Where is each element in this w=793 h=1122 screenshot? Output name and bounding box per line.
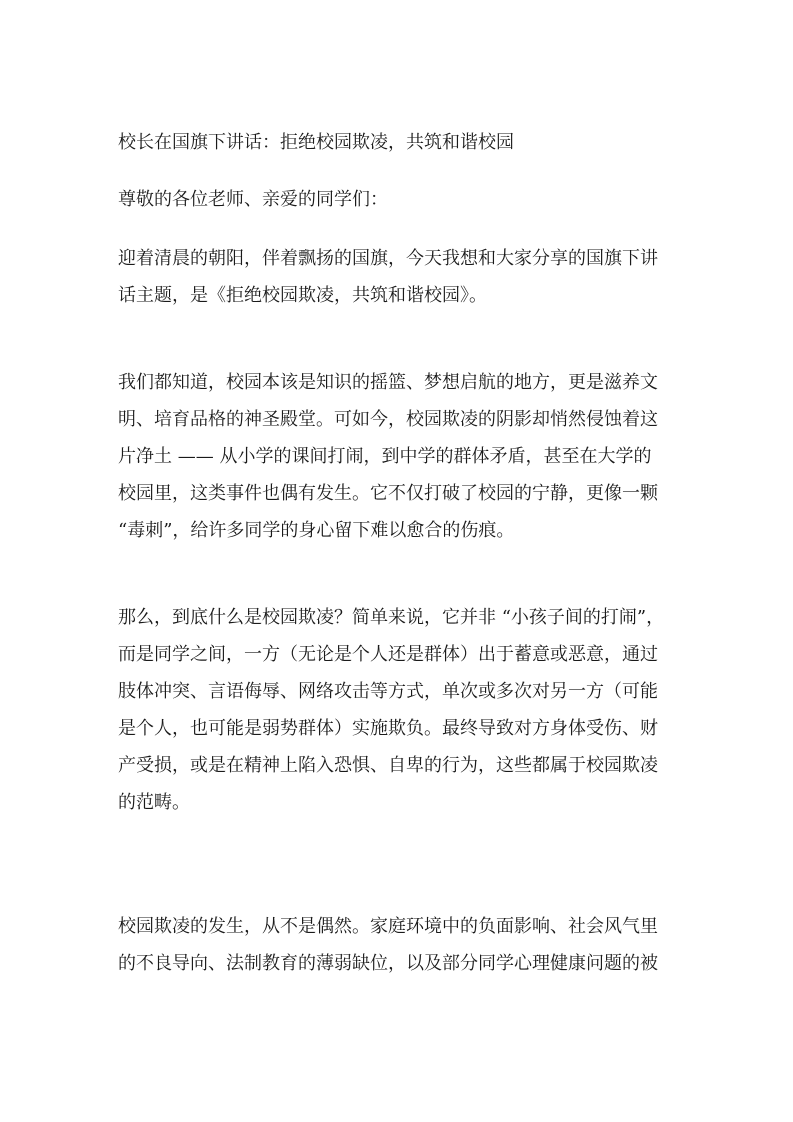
greeting: 尊敬的各位老师、亲爱的同学们： (118, 189, 388, 210)
text-line: 校园里，这类事件也偶有发生。它不仅打破了校园的宁静，更像一颗 (118, 483, 658, 504)
text-line: 校园欺凌的发生，从不是偶然。家庭环境中的负面影响、社会风气里 (118, 916, 658, 937)
text-line: 的不良导向、法制教育的薄弱缺位，以及部分同学心理健康问题的被 (118, 953, 658, 974)
text-line: 迎着清晨的朝阳，伴着飘扬的国旗，今天我想和大家分享的国旗下讲 (118, 248, 658, 269)
text-line: 是个人，也可能是弱势群体）实施欺负。最终导致对方身体受伤、财 (118, 718, 658, 739)
text-line: 而是同学之间，一方（无论是个人还是群体）出于蓄意或恶意，通过 (118, 644, 658, 665)
text-line: 肢体冲突、言语侮辱、网络攻击等方式，单次或多次对另一方（可能 (118, 681, 658, 702)
text-line: 明、培育品格的神圣殿堂。可如今，校园欺凌的阴影却悄然侵蚀着这 (118, 409, 658, 430)
text-line: 产受损，或是在精神上陷入恐惧、自卑的行为，这些都属于校园欺凌 (118, 755, 658, 776)
text-line: 那么，到底什么是校园欺凌？简单来说，它并非 “小孩子间的打闹”， (118, 607, 665, 628)
text-line: “毒刺”，给许多同学的身心留下难以愈合的伤痕。 (118, 520, 515, 541)
document-title: 校长在国旗下讲话：拒绝校园欺凌，共筑和谐校园 (118, 132, 514, 153)
text-line: 我们都知道，校园本该是知识的摇篮、梦想启航的地方，更是滋养文 (118, 372, 658, 393)
text-line: 话主题，是《拒绝校园欺凌，共筑和谐校园》。 (118, 285, 487, 306)
text-line: 片净土 —— 从小学的课间打闹，到中学的群体矛盾，甚至在大学的 (118, 446, 652, 467)
text-line: 的范畴。 (118, 792, 190, 813)
